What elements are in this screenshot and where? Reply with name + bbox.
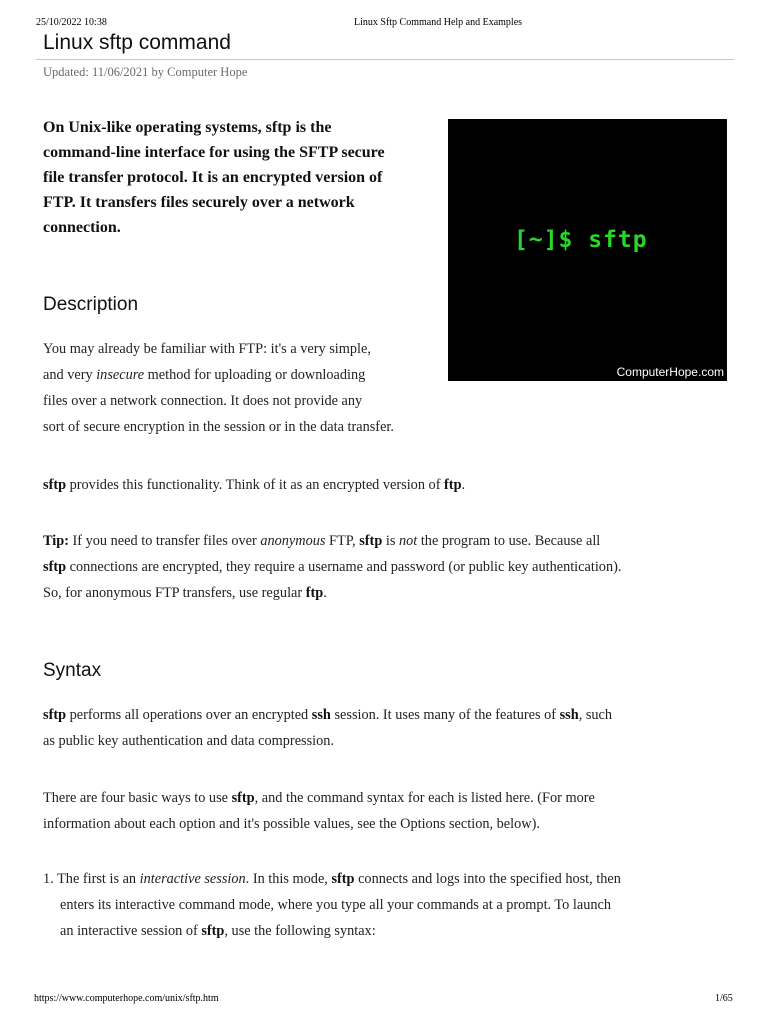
page-number: 1/65	[715, 993, 733, 1004]
syntax-list-item-1: 1. The first is an interactive session. In this mode, sftp connects and logs into the specified host, then enters its interactive command mode, where you type all your commands at a prompt. To launch an interactive session of sftp, use the following syntax:	[43, 871, 621, 939]
print-page-title: Linux Sftp Command Help and Examples	[354, 17, 523, 28]
text-line: sort of secure encryption in the session or in the data transfer.	[43, 419, 394, 435]
list-number: 1.	[43, 871, 54, 887]
description-paragraph-2: sftp provides this functionality. Think of it as an encrypted version of ftp.	[43, 477, 466, 493]
print-datetime: 25/10/2022 10:38	[36, 17, 107, 28]
syntax-paragraph-1: sftp performs all operations over an encrypted ssh session. It uses many of the features of ssh, such as public key authentication and data compression.	[43, 707, 613, 749]
intro-line: command-line interface for using the SFTP secure	[43, 144, 385, 161]
intro-paragraph	[43, 115, 423, 240]
tip-paragraph: Tip: If you need to transfer files over anonymous FTP, sftp is not the program to use. Because all sftp connections are encrypted, they require a username and password (or public key authentication). So, for anonymous FTP transfers, use regular ftp.	[43, 533, 622, 601]
description-heading: Description	[43, 294, 139, 315]
text-line: and very insecure method for uploading or downloading	[43, 367, 366, 383]
sftp-terminal-image	[448, 119, 727, 381]
image-credit: ComputerHope.com	[616, 365, 724, 379]
syntax-paragraph-2: There are four basic ways to use sftp, and the command syntax for each is listed here. (For more information about each option and it's possible values, see the Options section, below).	[43, 790, 595, 832]
intro-line: connection.	[43, 219, 121, 236]
intro-line: FTP. It transfers files securely over a network	[43, 194, 355, 211]
title-divider	[36, 59, 734, 60]
text-line: You may already be familiar with FTP: it's a very simple,	[43, 341, 371, 357]
terminal-prompt-text: [~]$ sftp	[514, 227, 648, 253]
footer-url-link[interactable]: https://www.computerhope.com/unix/sftp.htm	[34, 993, 219, 1004]
updated-line: Updated: 11/06/2021 by Computer Hope	[43, 65, 248, 79]
intro-line: On Unix-like operating systems, sftp is the	[43, 119, 332, 136]
description-paragraph-1	[43, 336, 443, 440]
article-title: Linux sftp command	[43, 31, 231, 54]
text-line: files over a network connection. It does not provide any	[43, 393, 363, 409]
syntax-heading: Syntax	[43, 660, 102, 681]
intro-line: file transfer protocol. It is an encrypted version of	[43, 169, 383, 186]
